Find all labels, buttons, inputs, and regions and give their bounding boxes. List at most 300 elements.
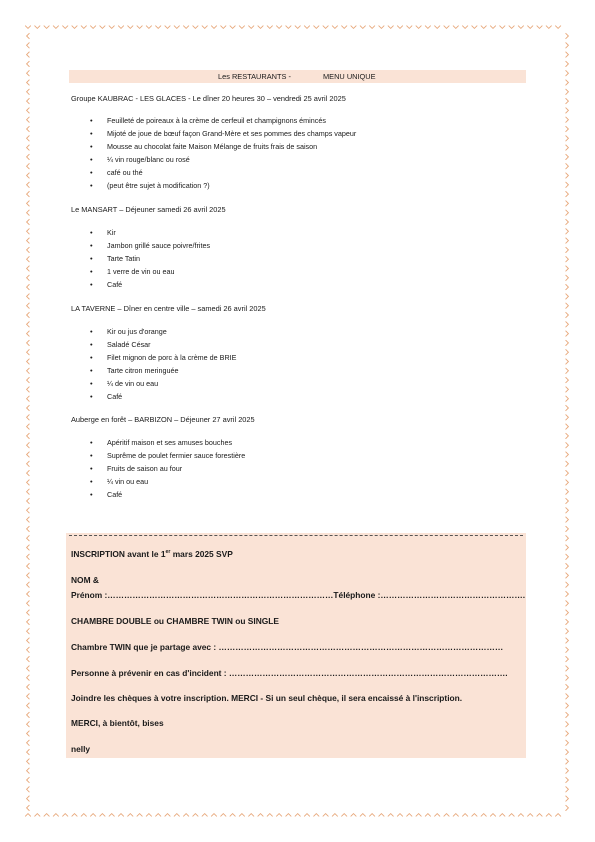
border-motif xyxy=(556,26,561,29)
border-motif xyxy=(407,814,412,817)
border-motif xyxy=(27,731,30,736)
border-motif xyxy=(566,554,569,559)
border-motif xyxy=(27,275,30,280)
border-motif xyxy=(277,814,282,817)
border-motif xyxy=(416,814,421,817)
border-motif xyxy=(146,814,151,817)
border-motif xyxy=(277,26,282,29)
border-motif xyxy=(453,26,458,29)
border-motif xyxy=(27,787,30,792)
border-motif xyxy=(27,517,30,522)
border-motif xyxy=(27,647,30,652)
border-motif xyxy=(566,99,569,104)
border-motif xyxy=(444,814,449,817)
border-motif xyxy=(509,814,514,817)
border-motif xyxy=(472,26,477,29)
signature: nelly xyxy=(71,744,91,754)
border-motif xyxy=(537,26,542,29)
border-motif xyxy=(27,108,30,113)
border-motif xyxy=(27,591,30,596)
border-motif xyxy=(211,26,216,29)
border-motif xyxy=(566,508,569,513)
list-item: • (peut être sujet à modification ?) xyxy=(90,179,356,192)
section-title-kaubrac: Groupe KAUBRAC - LES GLACES - Le dîner 20 heures 30 – vendredi 25 avril 2025 xyxy=(71,94,346,103)
border-motif xyxy=(566,638,569,643)
border-motif xyxy=(27,629,30,634)
border-motif xyxy=(566,526,569,531)
border-motif xyxy=(27,359,30,364)
border-motif xyxy=(202,26,207,29)
border-motif xyxy=(27,657,30,662)
border-motif xyxy=(27,545,30,550)
border-motif xyxy=(566,675,569,680)
border-motif xyxy=(370,814,375,817)
border-motif xyxy=(27,71,30,76)
border-motif xyxy=(566,703,569,708)
border-motif xyxy=(27,768,30,773)
border-motif xyxy=(566,722,569,727)
border-motif xyxy=(100,814,105,817)
border-motif xyxy=(566,71,569,76)
border-motif xyxy=(566,517,569,522)
border-motif xyxy=(53,26,58,29)
border-motif xyxy=(566,266,569,271)
border-motif xyxy=(27,498,30,503)
border-motif xyxy=(500,26,505,29)
border-motif xyxy=(566,582,569,587)
border-motif xyxy=(566,331,569,336)
border-motif xyxy=(27,675,30,680)
border-motif xyxy=(165,26,170,29)
border-motif xyxy=(360,26,365,29)
border-motif xyxy=(566,247,569,252)
border-motif xyxy=(546,814,551,817)
border-motif xyxy=(81,26,86,29)
border-motif xyxy=(184,814,189,817)
border-motif xyxy=(118,814,123,817)
border-motif xyxy=(137,814,142,817)
border-motif xyxy=(566,471,569,476)
border-motif xyxy=(27,266,30,271)
border-motif xyxy=(566,666,569,671)
border-motif xyxy=(566,443,569,448)
border-motif xyxy=(314,814,319,817)
border-motif xyxy=(500,814,505,817)
border-motif xyxy=(490,814,495,817)
border-motif xyxy=(566,43,569,48)
border-motif xyxy=(453,814,458,817)
section-title-taverne: LA TAVERNE – Dîner en centre ville – samedi 26 avril 2025 xyxy=(71,304,266,313)
border-motif xyxy=(304,26,309,29)
border-motif xyxy=(566,396,569,401)
border-motif xyxy=(342,814,347,817)
border-motif xyxy=(72,814,77,817)
border-motif xyxy=(566,145,569,150)
border-motif xyxy=(286,26,291,29)
header-bar xyxy=(69,70,526,83)
border-motif xyxy=(388,814,393,817)
border-motif xyxy=(566,33,569,38)
border-motif xyxy=(546,26,551,29)
emergency-contact-field[interactable]: Personne à prévenir en cas d'incident : ………………………………………………………………………………………. xyxy=(71,668,508,678)
list-item: • Tarte Tatin xyxy=(90,252,210,265)
border-motif xyxy=(27,322,30,327)
border-motif xyxy=(463,26,468,29)
border-motif xyxy=(370,26,375,29)
border-motif xyxy=(566,387,569,392)
border-motif xyxy=(342,26,347,29)
border-motif xyxy=(566,164,569,169)
header-left-text: Les RESTAURANTS - xyxy=(218,72,291,81)
list-item: • Kir xyxy=(90,226,210,239)
border-motif xyxy=(528,26,533,29)
border-motif xyxy=(566,480,569,485)
border-motif xyxy=(174,26,179,29)
border-motif xyxy=(27,43,30,48)
border-motif xyxy=(27,480,30,485)
border-motif xyxy=(27,396,30,401)
border-motif xyxy=(27,796,30,801)
list-item: • Café xyxy=(90,488,245,501)
border-motif xyxy=(314,26,319,29)
border-motif xyxy=(27,619,30,624)
border-motif xyxy=(27,210,30,215)
border-motif xyxy=(27,145,30,150)
list-item: • Café xyxy=(90,390,236,403)
border-motif xyxy=(128,26,133,29)
border-motif xyxy=(379,814,384,817)
border-motif xyxy=(27,424,30,429)
list-item: • Tarte citron meringuée xyxy=(90,364,236,377)
nom-label: NOM & xyxy=(71,575,99,585)
border-motif xyxy=(27,303,30,308)
list-item: • Saladé César xyxy=(90,338,236,351)
border-motif xyxy=(518,814,523,817)
border-motif xyxy=(537,814,542,817)
list-item: • Mousse au chocolat faite Maison Mélange de fruits frais de saison xyxy=(90,140,356,153)
border-motif xyxy=(156,26,161,29)
border-motif xyxy=(566,424,569,429)
border-motif xyxy=(27,536,30,541)
border-motif xyxy=(27,173,30,178)
border-motif xyxy=(351,814,356,817)
border-motif xyxy=(566,405,569,410)
border-motif xyxy=(221,814,226,817)
border-motif xyxy=(27,378,30,383)
list-item: • 1 verre de vin ou eau xyxy=(90,265,210,278)
border-motif xyxy=(27,489,30,494)
border-motif xyxy=(528,814,533,817)
border-motif xyxy=(323,26,328,29)
border-motif xyxy=(27,471,30,476)
list-item: • café ou thé xyxy=(90,166,356,179)
border-motif xyxy=(566,461,569,466)
border-motif xyxy=(258,26,263,29)
border-motif xyxy=(566,52,569,57)
border-motif xyxy=(27,80,30,85)
border-motif xyxy=(566,731,569,736)
border-motif xyxy=(267,26,272,29)
border-motif xyxy=(566,777,569,782)
border-motif xyxy=(425,26,430,29)
border-motif xyxy=(566,684,569,689)
border-motif xyxy=(566,564,569,569)
border-motif xyxy=(351,26,356,29)
border-motif xyxy=(566,647,569,652)
list-item: • Jambon grillé sauce poivre/frites xyxy=(90,239,210,252)
menu-list-kaubrac xyxy=(90,114,356,193)
border-motif xyxy=(566,182,569,187)
border-motif xyxy=(566,108,569,113)
border-motif xyxy=(193,814,198,817)
border-motif xyxy=(566,192,569,197)
inscription-deadline: INSCRIPTION avant le 1er mars 2025 SVP xyxy=(71,549,233,559)
border-motif xyxy=(27,154,30,159)
border-motif xyxy=(63,814,68,817)
border-motif xyxy=(566,117,569,122)
border-motif xyxy=(44,26,49,29)
border-motif xyxy=(566,210,569,215)
border-motif xyxy=(566,805,569,810)
border-motif xyxy=(91,814,96,817)
border-motif xyxy=(27,136,30,141)
border-motif xyxy=(27,582,30,587)
border-motif xyxy=(566,694,569,699)
list-item: • Kir ou jus d'orange xyxy=(90,325,236,338)
border-motif xyxy=(100,26,105,29)
border-motif xyxy=(444,26,449,29)
border-motif xyxy=(566,787,569,792)
border-motif xyxy=(27,33,30,38)
border-motif xyxy=(566,294,569,299)
border-motif xyxy=(566,201,569,206)
border-motif xyxy=(566,768,569,773)
border-motif xyxy=(397,26,402,29)
border-motif xyxy=(27,331,30,336)
border-motif xyxy=(566,452,569,457)
border-motif xyxy=(566,591,569,596)
border-motif xyxy=(239,814,244,817)
list-item: • Mijoté de joue de bœuf façon Grand-Mère et ses pommes des champs vapeur xyxy=(90,127,356,140)
border-motif xyxy=(221,26,226,29)
border-motif xyxy=(566,629,569,634)
registration-form xyxy=(66,533,526,758)
border-motif xyxy=(27,443,30,448)
border-motif xyxy=(72,26,77,29)
border-motif xyxy=(27,52,30,57)
border-motif xyxy=(44,814,49,817)
border-motif xyxy=(27,703,30,708)
border-motif xyxy=(27,712,30,717)
border-motif xyxy=(27,777,30,782)
border-motif xyxy=(27,666,30,671)
border-motif xyxy=(566,219,569,224)
border-motif xyxy=(407,26,412,29)
border-motif xyxy=(267,814,272,817)
border-motif xyxy=(566,322,569,327)
border-motif xyxy=(566,750,569,755)
list-item: • ¼ vin ou eau xyxy=(90,475,245,488)
border-motif xyxy=(566,498,569,503)
border-motif xyxy=(481,26,486,29)
border-motif xyxy=(27,257,30,262)
border-motif xyxy=(566,89,569,94)
border-motif xyxy=(566,312,569,317)
border-motif xyxy=(27,99,30,104)
border-motif xyxy=(27,415,30,420)
border-motif xyxy=(25,814,30,817)
border-motif xyxy=(35,26,40,29)
border-motif xyxy=(481,814,486,817)
border-motif xyxy=(490,26,495,29)
section-title-mansart: Le MANSART – Déjeuner samedi 26 avril 2025 xyxy=(71,205,226,214)
border-motif xyxy=(566,573,569,578)
border-motif xyxy=(35,814,40,817)
border-motif xyxy=(27,89,30,94)
border-motif xyxy=(27,247,30,252)
border-motif xyxy=(566,136,569,141)
list-item: • Suprême de poulet fermier sauce forestière xyxy=(90,449,245,462)
border-motif xyxy=(304,814,309,817)
border-motif xyxy=(566,368,569,373)
border-motif xyxy=(109,814,114,817)
border-motif xyxy=(27,564,30,569)
border-motif xyxy=(27,117,30,122)
border-motif xyxy=(425,814,430,817)
section-title-barbizon: Auberge en forêt – BARBIZON – Déjeuner 27 avril 2025 xyxy=(71,415,255,424)
border-motif xyxy=(27,229,30,234)
border-motif xyxy=(379,26,384,29)
border-motif xyxy=(566,350,569,355)
border-motif xyxy=(566,601,569,606)
border-motif xyxy=(566,610,569,615)
border-motif xyxy=(566,712,569,717)
menu-list-taverne xyxy=(90,325,236,404)
border-motif xyxy=(27,182,30,187)
border-motif xyxy=(472,814,477,817)
border-motif xyxy=(566,759,569,764)
border-motif xyxy=(566,545,569,550)
border-motif xyxy=(332,814,337,817)
cheques-note: Joindre les chèques à votre inscription. MERCI - Si un seul chèque, il sera encaissé à l'inscription. xyxy=(71,693,463,703)
border-motif xyxy=(435,814,440,817)
border-motif xyxy=(566,536,569,541)
border-motif xyxy=(63,26,68,29)
border-motif xyxy=(27,126,30,131)
twin-share-field[interactable]: Chambre TWIN que je partage avec : ………………………………………………………………………………………… xyxy=(71,642,504,652)
border-motif xyxy=(566,303,569,308)
border-motif xyxy=(109,26,114,29)
border-motif xyxy=(566,657,569,662)
border-motif xyxy=(566,740,569,745)
room-type-options: CHAMBRE DOUBLE ou CHAMBRE TWIN ou SINGLE xyxy=(71,616,279,626)
border-motif xyxy=(566,80,569,85)
list-item: • Café xyxy=(90,278,210,291)
border-motif xyxy=(566,796,569,801)
border-motif xyxy=(156,814,161,817)
border-motif xyxy=(286,814,291,817)
border-motif xyxy=(566,489,569,494)
border-motif xyxy=(566,229,569,234)
border-motif xyxy=(416,26,421,29)
border-motif xyxy=(27,573,30,578)
border-motif xyxy=(566,275,569,280)
dashed-separator xyxy=(69,535,523,536)
border-motif xyxy=(388,26,393,29)
border-motif xyxy=(239,26,244,29)
border-motif xyxy=(128,814,133,817)
border-motif xyxy=(360,814,365,817)
border-motif xyxy=(566,257,569,262)
border-motif xyxy=(556,814,561,817)
border-motif xyxy=(27,294,30,299)
border-motif xyxy=(184,26,189,29)
border-motif xyxy=(566,415,569,420)
border-motif xyxy=(27,61,30,66)
border-motif xyxy=(27,740,30,745)
border-motif xyxy=(463,814,468,817)
border-motif xyxy=(566,126,569,131)
border-motif xyxy=(566,238,569,243)
border-motif xyxy=(230,26,235,29)
border-motif xyxy=(27,201,30,206)
border-motif xyxy=(566,359,569,364)
border-motif xyxy=(566,154,569,159)
border-motif xyxy=(566,61,569,66)
border-motif xyxy=(332,26,337,29)
border-motif xyxy=(566,340,569,345)
border-motif xyxy=(27,405,30,410)
prenom-telephone-field[interactable]: Prénom :………………………………………………………………………Téléphone :……………………………………………. xyxy=(71,590,526,600)
border-motif xyxy=(91,26,96,29)
list-item: • Filet mignon de porc à la crème de BRIE xyxy=(90,351,236,364)
border-motif xyxy=(27,312,30,317)
border-motif xyxy=(27,285,30,290)
border-motif xyxy=(27,554,30,559)
border-motif xyxy=(193,26,198,29)
border-motif xyxy=(27,722,30,727)
border-motif xyxy=(27,387,30,392)
border-motif xyxy=(27,368,30,373)
border-motif xyxy=(566,173,569,178)
border-motif xyxy=(27,508,30,513)
border-motif xyxy=(435,26,440,29)
border-motif xyxy=(27,433,30,438)
border-motif xyxy=(566,378,569,383)
border-motif xyxy=(518,26,523,29)
list-item: • Feuilleté de poireaux à la crème de cerfeuil et champignons émincés xyxy=(90,114,356,127)
border-motif xyxy=(81,814,86,817)
border-motif xyxy=(27,759,30,764)
border-motif xyxy=(165,814,170,817)
border-motif xyxy=(27,452,30,457)
border-motif xyxy=(27,340,30,345)
list-item: • ¼ vin rouge/blanc ou rosé xyxy=(90,153,356,166)
border-motif xyxy=(323,814,328,817)
header-right-text: MENU UNIQUE xyxy=(323,72,376,81)
border-motif xyxy=(27,461,30,466)
border-motif xyxy=(27,219,30,224)
list-item: • Apéritif maison et ses amuses bouches xyxy=(90,436,245,449)
border-motif xyxy=(230,814,235,817)
list-item: • Fruits de saison au four xyxy=(90,462,245,475)
border-motif xyxy=(174,814,179,817)
border-motif xyxy=(146,26,151,29)
border-motif xyxy=(509,26,514,29)
border-motif xyxy=(27,750,30,755)
border-motif xyxy=(27,610,30,615)
menu-list-barbizon xyxy=(90,436,245,501)
